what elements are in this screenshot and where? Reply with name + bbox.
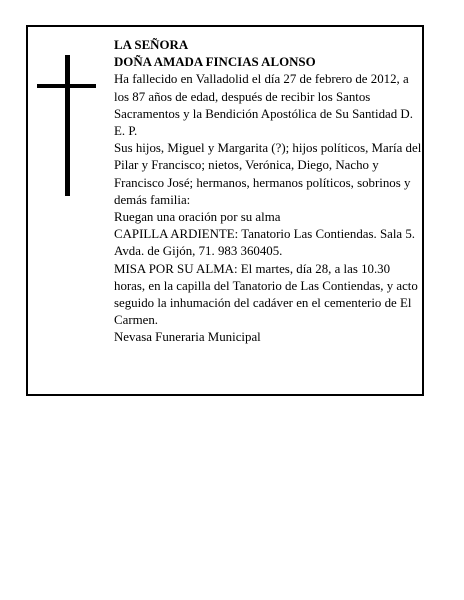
- mass-info: MISA POR SU ALMA: El martes, día 28, a las 10.30 horas, en la capilla del Tanatorio de Las Contiendas, y acto seguido la inhumación del cadáver en el cementerio de El Carmen.: [114, 261, 418, 328]
- deceased-name: DOÑA AMADA FINCIAS ALONSO: [114, 55, 316, 70]
- death-announcement: Ha fallecido en Valladolid el día 27 de febrero de 2012, a los 87 años de edad, después de recibir los Santos Sacramentos y la Bendición Apostólica de Su Santidad D. E. P.: [114, 72, 413, 139]
- cross-icon: [65, 55, 70, 196]
- obituary-text: [114, 37, 422, 347]
- family-list: Sus hijos, Miguel y Margarita (?); hijos políticos, María del Pilar y Francisco; nietos, Verónica, Diego, Nacho y Francisco José; hermanos, hermanos políticos, sobrinos y demás familia:: [114, 141, 422, 207]
- cross-icon-crossbar: [37, 84, 96, 88]
- chapel-info: CAPILLA ARDIENTE: Tanatorio Las Contiendas. Sala 5. Avda. de Gijón, 71. 983 360405.: [114, 227, 416, 259]
- prayer-request: Ruegan una oración por su alma: [114, 210, 281, 225]
- funeral-home: Nevasa Funeraria Municipal: [114, 330, 261, 345]
- heading-title: LA SEÑORA: [114, 38, 189, 52]
